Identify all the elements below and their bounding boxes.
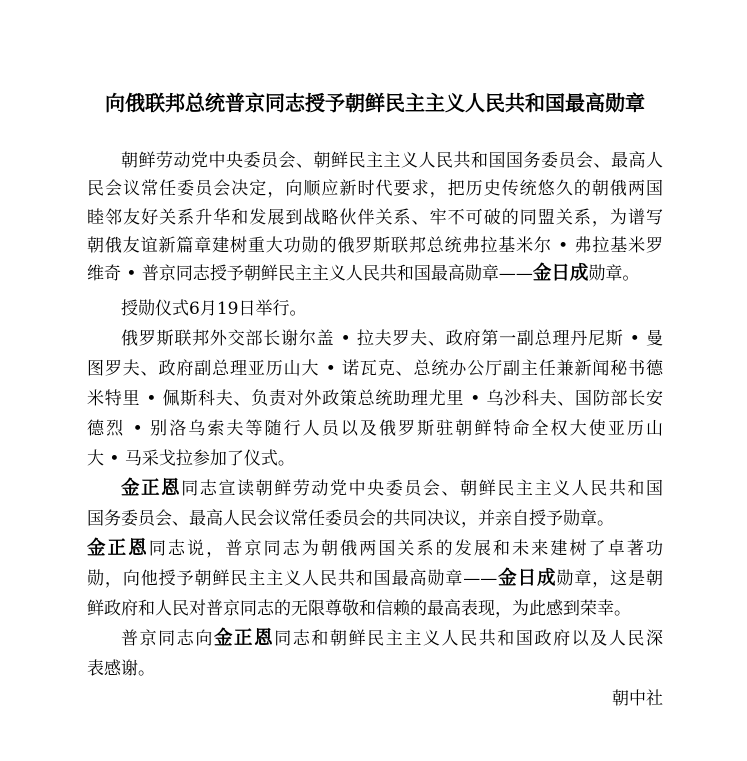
text-line <box>87 594 663 624</box>
emphasized-name: 金正恩 <box>87 537 149 559</box>
emphasized-name: 金正恩 <box>121 477 182 499</box>
text-run: 朝鲜劳动党中央委员会、朝鲜民主主义人民共和国国务委员会、最高人 <box>121 151 663 171</box>
document-body <box>87 147 663 714</box>
paragraph-resolution-reading <box>87 474 663 534</box>
text-line <box>87 504 663 534</box>
text-run: 德烈 • 别洛乌索夫等随行人员以及俄罗斯驻朝鲜特命全权大使亚历山 <box>87 418 663 439</box>
text-run: 同志宣读朝鲜劳动党中央委员会、朝鲜民主主义人民共和国 <box>181 478 663 499</box>
text-run: 表感谢。 <box>87 658 155 679</box>
paragraph-ceremony-date <box>87 294 663 324</box>
text-line <box>87 564 663 594</box>
text-line <box>87 147 663 175</box>
text-run: 授勋仪式6月19日举行。 <box>121 298 307 319</box>
text-run: 民会议常任委员会决定，向顺应新时代要求，把历史传统悠久的朝俄两国 <box>87 179 663 200</box>
text-line <box>87 232 663 260</box>
text-line <box>87 260 663 288</box>
emphasized-name: 金正恩 <box>213 627 275 649</box>
text-line <box>87 414 663 444</box>
text-run: 图罗夫、政府副总理亚历山大 • 诺瓦克、总统办公厅副主任兼新闻秘书德 <box>87 358 663 379</box>
text-line <box>87 294 663 324</box>
text-line <box>87 175 663 203</box>
text-run: 朝俄友谊新篇章建树重大功勋的俄罗斯联邦总统弗拉基米尔 • 弗拉基米罗 <box>87 235 663 256</box>
emphasized-name: 金日成 <box>497 567 557 589</box>
text-run: 同志和朝鲜民主主义人民共和国政府以及人民深 <box>274 628 664 649</box>
text-line <box>87 654 663 684</box>
document-page <box>87 88 663 714</box>
text-run: 勋，向他授予朝鲜民主主义人民共和国最高勋章—— <box>87 568 498 589</box>
text-run: 普京同志向 <box>121 628 214 649</box>
text-line <box>87 534 663 564</box>
paragraph-speech <box>87 534 663 624</box>
emphasized-name: 金日成 <box>532 263 589 285</box>
text-line <box>87 204 663 232</box>
text-line <box>87 624 663 654</box>
text-line <box>87 354 663 384</box>
paragraph-attendees <box>87 324 663 474</box>
paragraph-decision <box>87 147 663 288</box>
text-run: 米特里 • 佩斯科夫、负责对外政策总统助理尤里 • 乌沙科夫、国防部长安 <box>87 388 663 409</box>
paragraph-thanks <box>87 624 663 684</box>
text-run: 勋章。 <box>588 264 640 285</box>
text-line <box>87 384 663 414</box>
text-run: 睦邻友好关系升华和发展到战略伙伴关系、牢不可破的同盟关系，为谱写 <box>87 207 663 228</box>
text-run: 俄罗斯联邦外交部长谢尔盖 • 拉夫罗夫、政府第一副总理丹尼斯 • 曼 <box>121 328 663 349</box>
text-run: 大 • 马采戈拉参加了仪式。 <box>87 448 295 469</box>
text-line <box>87 324 663 354</box>
text-run: 鲜政府和人民对普京同志的无限尊敬和信赖的最高表现，为此感到荣幸。 <box>87 598 631 619</box>
text-run: 勋章，这是朝 <box>556 568 664 589</box>
document-title: 向俄联邦总统普京同志授予朝鲜民主主义人民共和国最高勋章 <box>105 91 645 115</box>
news-agency-signature: 朝中社 <box>612 688 663 709</box>
text-line <box>87 444 663 474</box>
text-run: 维奇 • 普京同志授予朝鲜民主主义人民共和国最高勋章—— <box>87 264 533 285</box>
text-run: 同志说，普京同志为朝俄两国关系的发展和未来建树了卓著功 <box>148 538 663 559</box>
text-run: 国务委员会、最高人民会议常任委员会的共同决议，并亲自授予勋章。 <box>87 508 614 529</box>
text-line <box>87 474 663 504</box>
